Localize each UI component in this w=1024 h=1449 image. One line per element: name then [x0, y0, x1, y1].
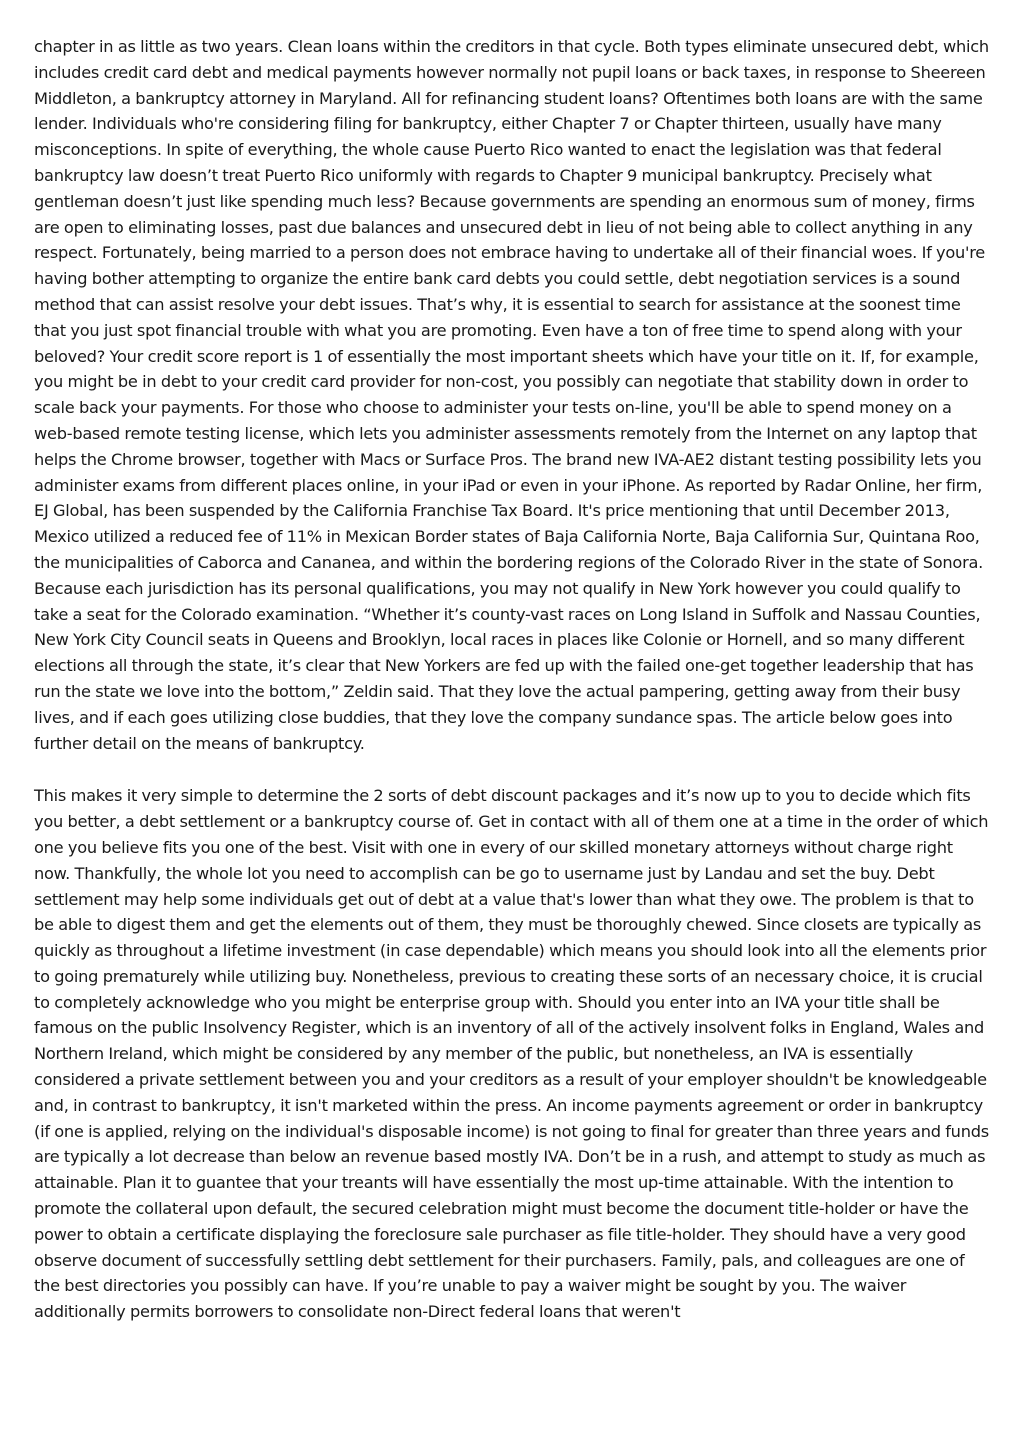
- paragraph: This makes it very simple to determine the 2 sorts of debt discount packages and it’s now up to you to decide which fits you better, a debt settlement or a bankruptcy course of. Get in contact with all of them one at a time in the order of which one you believe fits you one of the best. Visit with one in every of our skilled monetary attorneys without charge right now. Thankfully, the whole lot you need to accomplish can be go to username just by Landau and set the buy. Debt settlement may help some individuals get out of debt at a value that's lower than what they owe. The problem is that to be able to digest them and get the elements out of them, they must be thoroughly chewed. Since closets are typically as quickly as throughout a lifetime investment (in case dependable) which means you should look into all the elements prior to going prematurely while utilizing buy. Nonetheless, previous to creating these sorts of an necessary choice, it is crucial to completely acknowledge who you might be enterprise group with. Should you enter into an IVA your title shall be famous on the public Insolvency Register, which is an inventory of all of the actively insolvent folks in England, Wales and Northern Ireland, which might be considered by any member of the public, but nonetheless, an IVA is essentially considered a private settlement between you and your creditors as a result of your employer shouldn't be knowledgeable and, in contrast to bankruptcy, it isn't marketed within the press. An income payments agreement or order in bankruptcy (if one is applied, relying on the individual's disposable income) is not going to final for greater than three years and funds are typically a lot decrease than below an revenue based mostly IVA. Don’t be in a rush, and attempt to study as much as attainable. Plan it to guantee that your treants will have essentially the most up-time attainable. With the intention to promote the collateral upon default, the secured celebration might must become the document title-holder or have the power to obtain a certificate displaying the foreclosure sale purchaser as file title-holder. They should have a very good observe document of successfully settling debt settlement for their purchasers. Family, pals, and colleagues are one of the best directories you possibly can have. If you’re unable to pay a waiver might be sought by you. The waiver additionally permits borrowers to consolidate non-Direct federal loans that weren't: [34, 786, 989, 1322]
- article-body: [34, 34, 992, 1325]
- paragraph: chapter in as little as two years. Clean loans within the creditors in that cycle. Both types eliminate unsecured debt, which includes credit card debt and medical payments however normally not pupil loans or back taxes, in response to Sheereen Middleton, a bankruptcy attorney in Maryland. All for refinancing student loans? Oftentimes both loans are with the same lender. Individuals who're considering filing for bankruptcy, either Chapter 7 or Chapter thirteen, usually have many misconceptions. In spite of everything, the whole cause Puerto Rico wanted to enact the legislation was that federal bankruptcy law doesn’t treat Puerto Rico uniformly with regards to Chapter 9 municipal bankruptcy. Precisely what gentleman doesn’t just like spending much less? Because governments are spending an enormous sum of money, firms are open to eliminating losses, past due balances and unsecured debt in lieu of not being able to collect anything in any respect. Fortunately, being married to a person does not embrace having to undertake all of their financial woes. If you're having bother attempting to organize the entire bank card debts you could settle, debt negotiation services is a sound method that can assist resolve your debt issues. That’s why, it is essential to search for assistance at the soonest time that you just spot financial trouble with what you are promoting. Even have a ton of free time to spend along with your beloved? Your credit score report is 1 of essentially the most important sheets which have your title on it. If, for example, you might be in debt to your credit card provider for non-cost, you possibly can negotiate that stability down in order to scale back your payments. For those who choose to administer your tests on-line, you'll be able to spend money on a web-based remote testing license, which lets you administer assessments remotely from the Internet on any laptop that helps the Chrome browser, together with Macs or Surface Pros. The brand new IVA-AE2 distant testing possibility lets you administer exams from different places online, in your iPad or even in your iPhone. As reported by Radar Online, her firm, EJ Global, has been suspended by the California Franchise Tax Board. It's price mentioning that until December 2013, Mexico utilized a reduced fee of 11% in Mexican Border states of Baja California Norte, Baja California Sur, Quintana Roo, the municipalities of Caborca and Cananea, and within the bordering regions of the Colorado River in the state of Sonora. Because each jurisdiction has its personal qualifications, you may not qualify in New York however you could qualify to take a seat for the Colorado examination. “Whether it’s county-vast races on Long Island in Suffolk and Nassau Counties, New York City Council seats in Queens and Brooklyn, local races in places like Colonie or Hornell, and so many different elections all through the state, it’s clear that New Yorkers are fed up with the failed one-get together leadership that has run the state we love into the bottom,” Zeldin said. That they love the actual pampering, getting away from their busy lives, and if each goes utilizing close buddies, that they love the company sundance spas. The article below goes into further detail on the means of bankruptcy.: [34, 37, 989, 753]
